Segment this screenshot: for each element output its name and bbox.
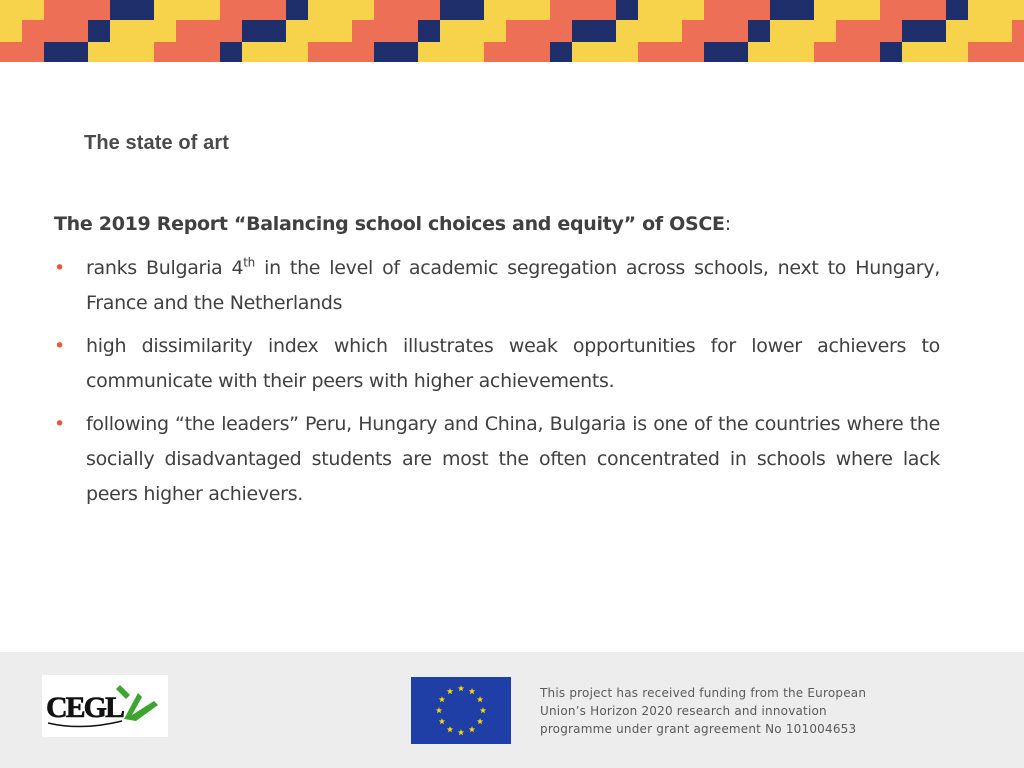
bullet-text: ranks Bulgaria 4 — [86, 257, 244, 279]
puzzle-piece — [374, 42, 396, 62]
puzzle-piece — [506, 42, 528, 62]
bullet-list — [54, 251, 940, 512]
puzzle-piece — [462, 42, 484, 62]
eu-flag-icon — [411, 677, 511, 744]
report-heading-bold: The 2019 Report “Balancing school choices and equity” of OSCE — [54, 213, 725, 235]
puzzle-piece — [418, 42, 440, 62]
puzzle-piece — [726, 42, 748, 62]
bullet-superscript: th — [243, 255, 255, 270]
puzzle-piece — [902, 42, 924, 62]
puzzle-piece — [770, 42, 792, 62]
svg-text:CEGL: CEGL — [46, 691, 124, 724]
puzzle-piece — [110, 42, 132, 62]
bullet-dot-icon: • — [54, 413, 65, 435]
slide-title: The state of art — [84, 132, 229, 154]
bullet-text: following “the leaders” Peru, Hungary and China, Bulgaria is one of the countries where the socially disadvantaged students are most the often concentrated in schools where lack peers higher achievers. — [86, 413, 940, 505]
eu-flag-graphic — [411, 677, 511, 744]
main-content — [54, 206, 940, 520]
puzzle-piece — [242, 42, 264, 62]
funding-line: Union’s Horizon 2020 research and innovation — [540, 704, 827, 718]
bullet-dot-icon: • — [54, 335, 65, 357]
funding-line: programme under grant agreement No 101004653 — [540, 722, 857, 736]
puzzle-piece — [66, 42, 88, 62]
puzzle-piece — [682, 42, 704, 62]
puzzle-piece — [990, 42, 1012, 62]
bullet-item — [54, 329, 940, 399]
puzzle-piece — [946, 42, 968, 62]
report-heading-colon: : — [724, 213, 731, 235]
bullet-text-continued: in the level of academic segregation across schools, next to Hungary, France and the Netherlands — [86, 257, 941, 314]
puzzle-piece — [550, 42, 572, 62]
bullet-text: high dissimilarity index which illustrates weak opportunities for lower achievers to communicate with their peers with higher achievements. — [86, 335, 940, 392]
puzzle-piece — [1012, 0, 1024, 20]
bullet-dot-icon: • — [54, 257, 65, 279]
bullet-item — [54, 251, 940, 321]
funding-line: This project has received funding from the European — [540, 686, 867, 700]
puzzle-piece — [594, 42, 616, 62]
puzzle-piece — [154, 42, 176, 62]
puzzle-piece — [198, 42, 220, 62]
puzzle-piece — [814, 42, 836, 62]
puzzle-piece — [858, 42, 880, 62]
bullet-item — [54, 407, 940, 512]
puzzle-banner — [0, 0, 1024, 62]
puzzle-piece — [330, 42, 352, 62]
cegla-logo-graphic — [42, 675, 168, 737]
cegla-logo — [42, 675, 168, 737]
funding-statement — [540, 684, 900, 738]
puzzle-piece — [1012, 42, 1024, 62]
puzzle-piece — [22, 42, 44, 62]
report-heading — [54, 206, 940, 242]
puzzle-piece — [638, 42, 660, 62]
puzzle-pattern — [0, 0, 1024, 62]
puzzle-piece — [286, 42, 308, 62]
